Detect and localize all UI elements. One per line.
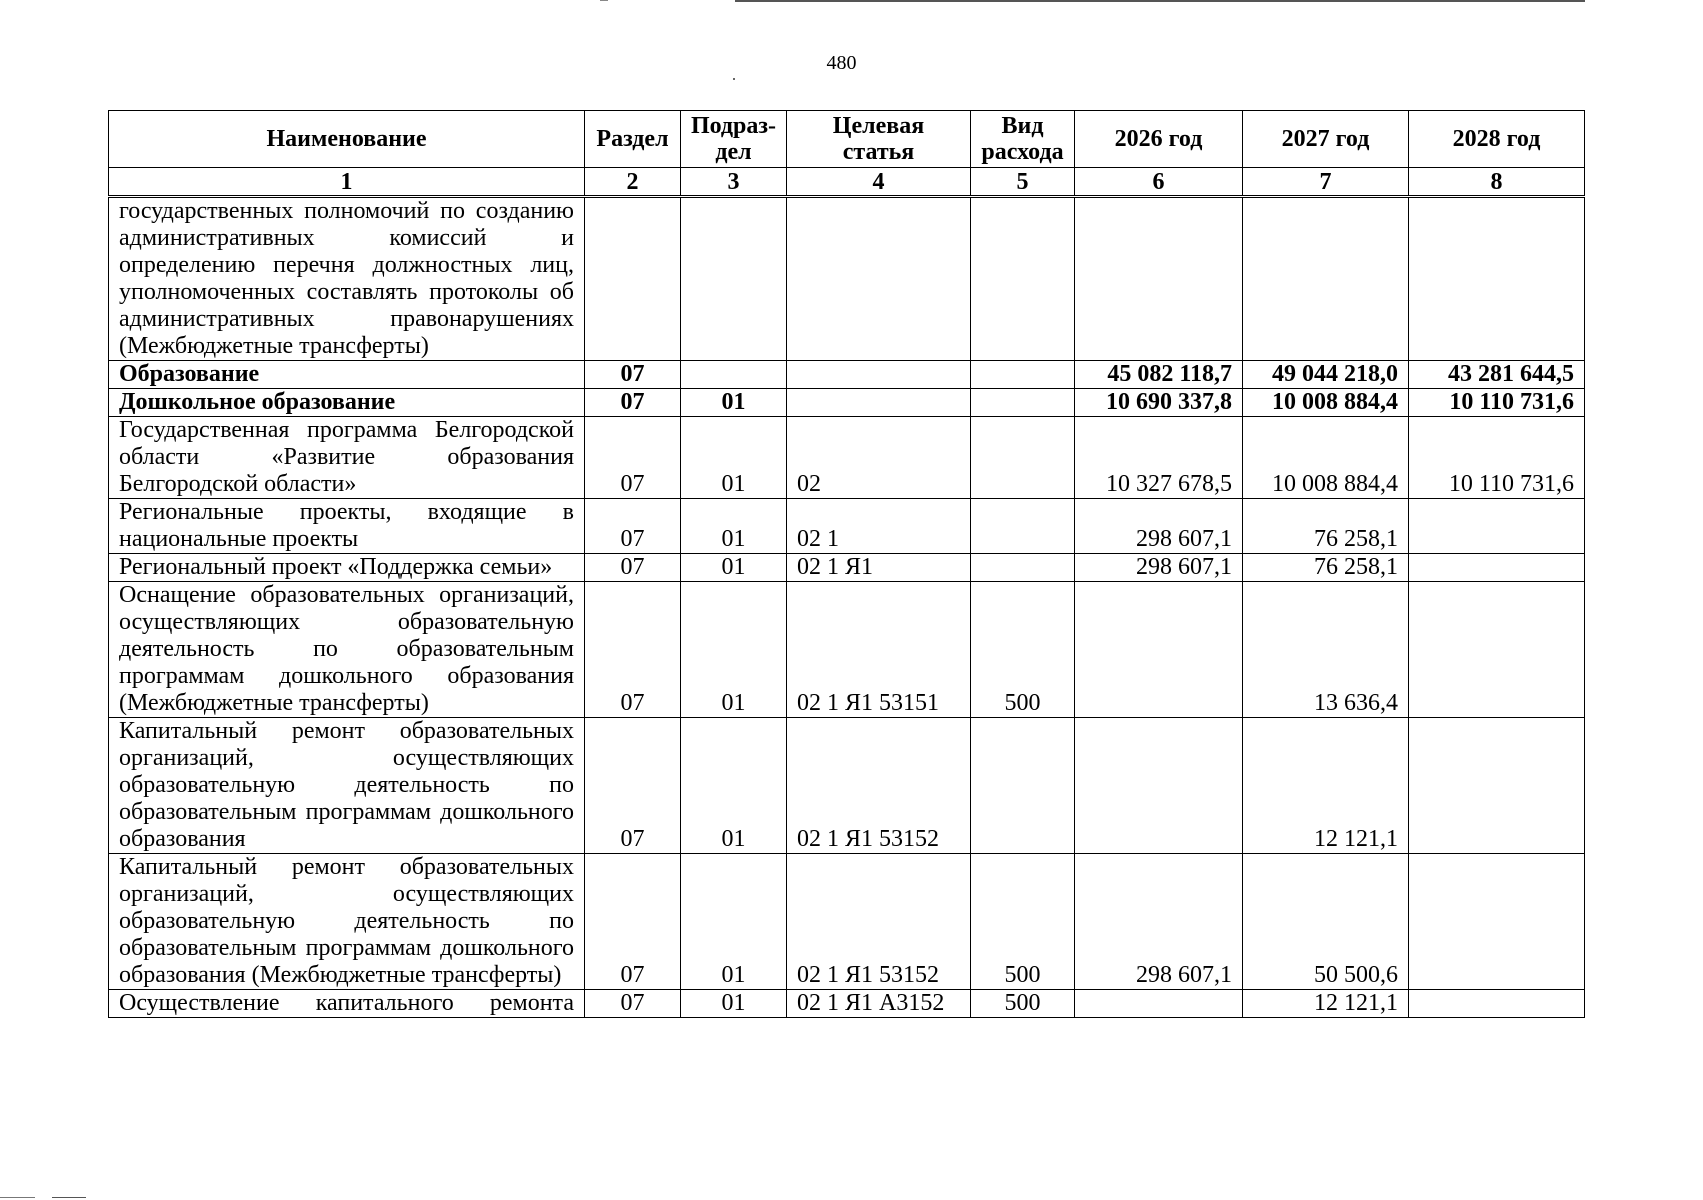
cell-razdel: 07 xyxy=(585,718,681,854)
cell-vid-raskhoda xyxy=(971,417,1075,499)
cell-2028 xyxy=(1409,718,1585,854)
cell-2027: 50 500,6 xyxy=(1243,854,1409,990)
cell-name: Государственная программа Белгородской области «Развитие образования Белгородской области» xyxy=(109,417,585,499)
cell-podrazdel: 01 xyxy=(681,718,787,854)
cell-2026 xyxy=(1075,197,1243,361)
column-number: 1 xyxy=(109,168,585,197)
cell-vid-raskhoda xyxy=(971,197,1075,361)
cell-razdel: 07 xyxy=(585,417,681,499)
cell-name: Капитальный ремонт образовательных организаций, осуществляющих образовательную деятельность по образовательным программам дошкольного образования (Межбюджетные трансферты) xyxy=(109,854,585,990)
cell-podrazdel: 01 xyxy=(681,389,787,417)
column-numbers-row xyxy=(109,168,1585,197)
cell-razdel xyxy=(585,197,681,361)
column-number: 3 xyxy=(681,168,787,197)
cell-vid-raskhoda: 500 xyxy=(971,854,1075,990)
header-vid-line2: расхода xyxy=(981,139,1064,165)
cell-podrazdel: 01 xyxy=(681,582,787,718)
cell-2027: 76 258,1 xyxy=(1243,554,1409,582)
scan-artifact-dash xyxy=(600,0,608,1)
cell-2026: 10 327 678,5 xyxy=(1075,417,1243,499)
column-number: 4 xyxy=(787,168,971,197)
cell-name: Региональный проект «Поддержка семьи» xyxy=(109,554,585,582)
cell-2028: 10 110 731,6 xyxy=(1409,389,1585,417)
header-tselevaya-line2: статья xyxy=(842,139,915,165)
cell-2027 xyxy=(1243,197,1409,361)
cell-2028 xyxy=(1409,197,1585,361)
cell-vid-raskhoda xyxy=(971,554,1075,582)
cell-podrazdel: 01 xyxy=(681,990,787,1018)
table-row xyxy=(109,718,1585,854)
cell-razdel: 07 xyxy=(585,499,681,554)
header-vid-line1: Вид xyxy=(1001,113,1044,139)
cell-2028 xyxy=(1409,582,1585,718)
cell-name: Образование xyxy=(109,361,585,389)
cell-vid-raskhoda: 500 xyxy=(971,582,1075,718)
cell-tselevaya-statya: 02 1 Я1 53152 xyxy=(787,718,971,854)
column-number: 7 xyxy=(1243,168,1409,197)
cell-razdel: 07 xyxy=(585,990,681,1018)
cell-razdel: 07 xyxy=(585,361,681,389)
header-tselevaya-statya xyxy=(787,111,971,168)
cell-razdel: 07 xyxy=(585,854,681,990)
cell-2026 xyxy=(1075,582,1243,718)
header-2028: 2028 год xyxy=(1409,111,1585,168)
cell-2027: 10 008 884,4 xyxy=(1243,417,1409,499)
cell-podrazdel: 01 xyxy=(681,854,787,990)
cell-razdel: 07 xyxy=(585,389,681,417)
cell-tselevaya-statya: 02 1 Я1 53151 xyxy=(787,582,971,718)
cell-razdel: 07 xyxy=(585,554,681,582)
table-row xyxy=(109,197,1585,361)
cell-2026: 10 690 337,8 xyxy=(1075,389,1243,417)
cell-podrazdel xyxy=(681,361,787,389)
cell-2028 xyxy=(1409,854,1585,990)
column-number: 8 xyxy=(1409,168,1585,197)
cell-2027: 13 636,4 xyxy=(1243,582,1409,718)
cell-tselevaya-statya xyxy=(787,389,971,417)
column-number: 5 xyxy=(971,168,1075,197)
cell-2028: 43 281 644,5 xyxy=(1409,361,1585,389)
cell-name: Оснащение образовательных организаций, осуществляющих образовательную деятельность по образовательным программам дошкольного образования (Межбюджетные трансферты) xyxy=(109,582,585,718)
cell-tselevaya-statya: 02 1 Я1 А3152 xyxy=(787,990,971,1018)
header-2027: 2027 год xyxy=(1243,111,1409,168)
cell-2028: 10 110 731,6 xyxy=(1409,417,1585,499)
scan-artifact-mark xyxy=(52,1197,86,1198)
header-2026: 2026 год xyxy=(1075,111,1243,168)
header-razdel: Раздел xyxy=(585,111,681,168)
cell-vid-raskhoda xyxy=(971,389,1075,417)
cell-name: Капитальный ремонт образовательных организаций, осуществляющих образовательную деятельность по образовательным программам дошкольного образования xyxy=(109,718,585,854)
cell-razdel: 07 xyxy=(585,582,681,718)
header-vid-raskhoda xyxy=(971,111,1075,168)
cell-2028 xyxy=(1409,499,1585,554)
page-number: 480 xyxy=(826,52,857,74)
table-row xyxy=(109,582,1585,718)
cell-2026: 298 607,1 xyxy=(1075,554,1243,582)
cell-podrazdel: 01 xyxy=(681,499,787,554)
cell-tselevaya-statya: 02 1 Я1 xyxy=(787,554,971,582)
cell-2026: 45 082 118,7 xyxy=(1075,361,1243,389)
cell-2026 xyxy=(1075,990,1243,1018)
table-row xyxy=(109,389,1585,417)
cell-2027: 12 121,1 xyxy=(1243,990,1409,1018)
table-row xyxy=(109,554,1585,582)
cell-2027: 76 258,1 xyxy=(1243,499,1409,554)
header-name: Наименование xyxy=(109,111,585,168)
scan-artifact-mark xyxy=(0,1197,35,1198)
table-body xyxy=(109,197,1585,1018)
cell-2026: 298 607,1 xyxy=(1075,499,1243,554)
table-row xyxy=(109,854,1585,990)
cell-2026: 298 607,1 xyxy=(1075,854,1243,990)
table-header xyxy=(109,111,1585,197)
table-row xyxy=(109,417,1585,499)
cell-tselevaya-statya xyxy=(787,197,971,361)
table-row xyxy=(109,990,1585,1018)
cell-tselevaya-statya xyxy=(787,361,971,389)
header-row xyxy=(109,111,1585,168)
table-row xyxy=(109,499,1585,554)
cell-2028 xyxy=(1409,554,1585,582)
cell-tselevaya-statya: 02 1 xyxy=(787,499,971,554)
column-number: 2 xyxy=(585,168,681,197)
scan-artifact-top-rule xyxy=(735,0,1585,2)
cell-name: государственных полномочий по созданию административных комиссий и определению перечня должностных лиц, уполномоченных составлять протоколы об административных правонарушениях (Межбюджетные трансферты) xyxy=(109,197,585,361)
header-podrazdel-line1: Подраз- xyxy=(690,113,777,139)
table-row xyxy=(109,361,1585,389)
cell-2026 xyxy=(1075,718,1243,854)
cell-tselevaya-statya: 02 1 Я1 53152 xyxy=(787,854,971,990)
cell-name: Региональные проекты, входящие в национальные проекты xyxy=(109,499,585,554)
cell-vid-raskhoda xyxy=(971,499,1075,554)
header-tselevaya-line1: Целевая xyxy=(832,113,925,139)
cell-name: Осуществление капитального ремонта xyxy=(109,990,585,1018)
cell-name: Дошкольное образование xyxy=(109,389,585,417)
cell-tselevaya-statya: 02 xyxy=(787,417,971,499)
cell-2027: 49 044 218,0 xyxy=(1243,361,1409,389)
cell-2027: 12 121,1 xyxy=(1243,718,1409,854)
cell-vid-raskhoda xyxy=(971,361,1075,389)
cell-2028 xyxy=(1409,990,1585,1018)
cell-podrazdel xyxy=(681,197,787,361)
scan-artifact-speck xyxy=(733,78,735,80)
cell-vid-raskhoda: 500 xyxy=(971,990,1075,1018)
budget-table xyxy=(108,110,1585,1018)
header-podrazdel-line2: дел xyxy=(715,139,752,165)
header-podrazdel xyxy=(681,111,787,168)
cell-2027: 10 008 884,4 xyxy=(1243,389,1409,417)
cell-vid-raskhoda xyxy=(971,718,1075,854)
cell-podrazdel: 01 xyxy=(681,554,787,582)
cell-podrazdel: 01 xyxy=(681,417,787,499)
column-number: 6 xyxy=(1075,168,1243,197)
